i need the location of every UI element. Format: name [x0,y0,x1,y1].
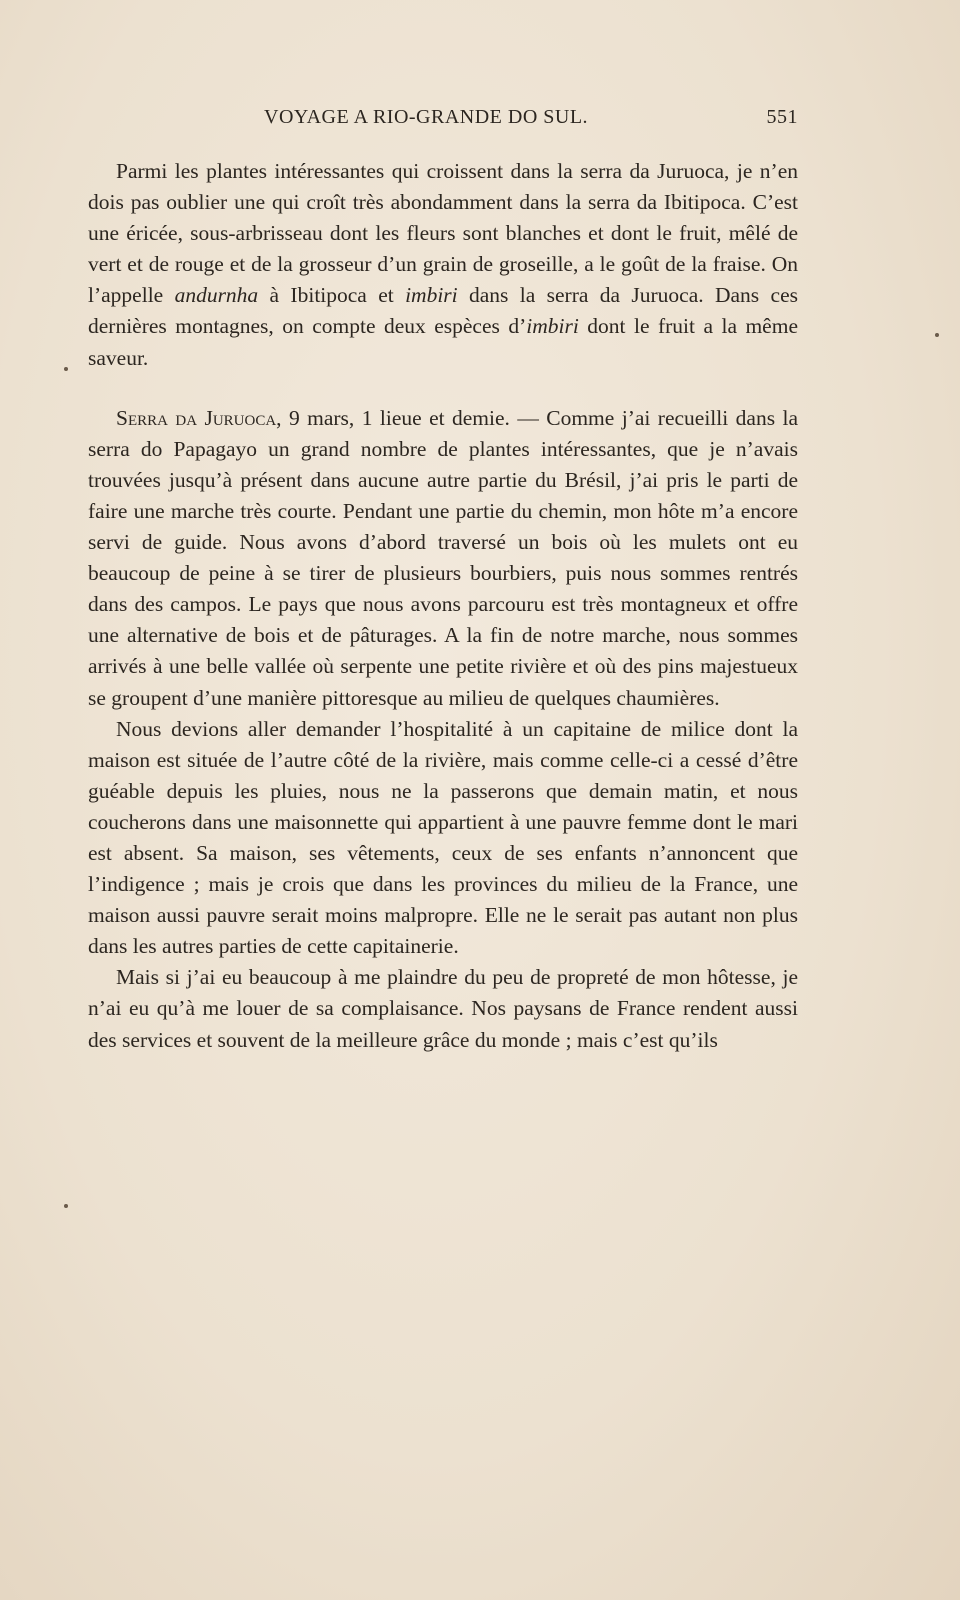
body-text [88,156,798,1056]
paragraph-1-text-b: à Ibitipoca et [258,283,406,308]
place-heading: Serra da Juruoca, [116,405,282,430]
margin-speck [64,1204,68,1208]
margin-speck [935,333,939,337]
running-title: VOYAGE A RIO-GRANDE DO SUL. [264,106,589,128]
margin-speck [64,367,68,371]
term-imbiri-2: imbiri [526,314,579,339]
paragraph-2-text: 9 mars, 1 lieue et demie. — Comme j’ai recueilli dans la serra do Papagayo un grand nombre de plantes intéressantes, que je n’avais trouvées jusqu’à présent dans aucune autre partie du Brésil, j’ai pris le parti de faire une marche très courte. Pendant une partie du chemin, mon hôte m’a encore servi de guide. Nous avons d’abord traversé un bois où les mulets ont eu beaucoup de peine à se tirer de plusieurs bourbiers, puis nous sommes rentrés dans des campos. Le pays que nous avons parcouru est très montagneux et offre une alternative de bois et de pâturages. A la fin de notre marche, nous sommes arrivés à une belle vallée où serpente une petite rivière et où des pins majestueux se groupent d’une manière pittoresque au milieu de quelques chaumières. [88,405,798,710]
page-header [88,106,798,136]
term-imbiri: imbiri [405,283,458,308]
term-andurnha: andurnha [174,283,259,308]
paragraph-2 [88,403,798,714]
paragraph-1-text-d: dont le fruit a la même saveur. [88,314,798,370]
paragraph-4: Mais si j’ai eu beaucoup à me plaindre du peu de propreté de mon hôtesse, je n’ai eu qu’à me louer de sa complaisance. Nos paysans de France rendent aussi des services et souvent de la meilleure grâce du monde ; mais c’est qu’ils [88,965,798,1052]
paragraph-3: Nous devions aller demander l’hospitalité à un capitaine de milice dont la maison est située de l’autre côté de la rivière, mais comme celle-ci a cessé d’être guéable depuis les pluies, nous ne la passerons que demain matin, et nous coucherons dans une maisonnette qui appartient à une pauvre femme dont le mari est absent. Sa maison, ses vêtements, ceux de ses enfants n’annoncent que l’indigence ; mais je crois que dans les provinces du milieu de la France, une maison aussi pauvre serait moins malpropre. Elle ne le serait pas autant non plus dans les autres parties de cette capitainerie. [88,716,798,959]
paragraph-1-text-c: dans la serra da Juruoca. Dans ces dernières montagnes, on compte deux espèces d’ [88,283,798,339]
page-number: 551 [766,106,798,128]
paragraph-1-text-a: Parmi les plantes intéressantes qui croissent dans la serra da Juruoca, je n’en dois pas oublier une qui croît très abondamment dans la serra da Ibitipoca. C’est une éricée, sous-arbrisseau dont les fleurs sont blanches et dont le fruit, mêlé de vert et de rouge et de la grosseur d’un grain de groseille, a le goût de la fraise. On l’appelle [88,159,798,308]
paragraph-1 [88,156,798,374]
